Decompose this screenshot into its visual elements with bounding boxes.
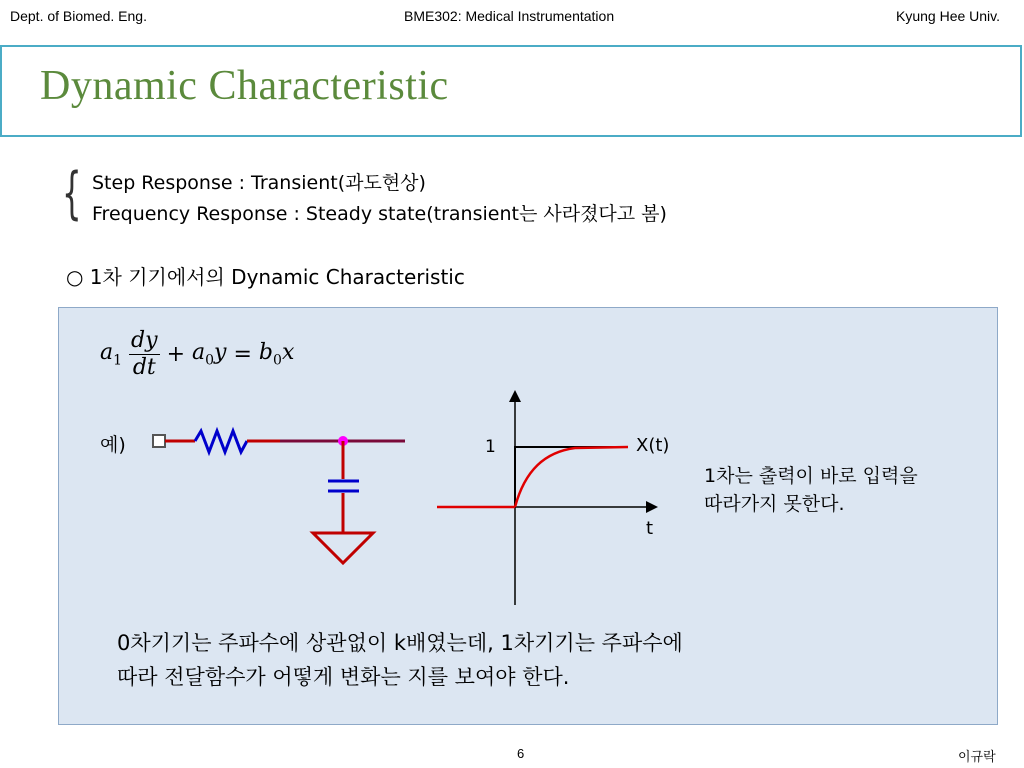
author: 이규락 (958, 749, 996, 764)
y-axis-arrow-icon (509, 390, 521, 402)
graph-level-label: 1 (485, 437, 496, 457)
slide-title: Dynamic Characteristic (40, 63, 449, 109)
resistor-icon (195, 431, 247, 452)
first-order-note (704, 462, 918, 518)
frequency-note-line1: 0차기기는 주파수에 상관없이 k배였는데, 1차기기는 주파수에 (117, 631, 683, 655)
frequency-note-line2: 따라 전달함수가 어떻게 변화는 지를 보여야 한다. (117, 665, 570, 689)
header-univ: Kyung Hee Univ. (896, 8, 1001, 24)
differential-equation: $a_1$ $\frac{dy}{dt}$ + $a_0y = b_0x$ (100, 328, 295, 380)
first-order-note-line2: 따라가지 못한다. (704, 493, 845, 515)
graph-time-label: t (646, 518, 654, 539)
page-number: 6 (517, 746, 525, 761)
header-course: BME302: Medical Instrumentation (404, 8, 615, 24)
section-bullet: ○ 1차 기기에서의 Dynamic Characteristic (66, 265, 465, 289)
frequency-response-line: Frequency Response : Steady state(transient는 사라졌다고 봄) (92, 203, 667, 225)
x-axis-arrow-icon (646, 501, 658, 513)
step-input (515, 447, 628, 507)
input-terminal (153, 435, 165, 447)
example-label: 예) (100, 434, 126, 456)
header-dept: Dept. of Biomed. Eng. (10, 8, 147, 24)
ground-icon (313, 533, 373, 563)
first-order-note-line1: 1차는 출력이 바로 입력을 (704, 465, 918, 487)
response-curve (515, 447, 628, 507)
step-response-line: Step Response : Transient(과도현상) (92, 172, 426, 194)
frequency-note (117, 626, 683, 694)
brace-icon: { (62, 161, 82, 226)
graph-curve-label: X(t) (636, 435, 670, 456)
rc-circuit (153, 431, 405, 563)
step-response-graph (437, 390, 658, 605)
